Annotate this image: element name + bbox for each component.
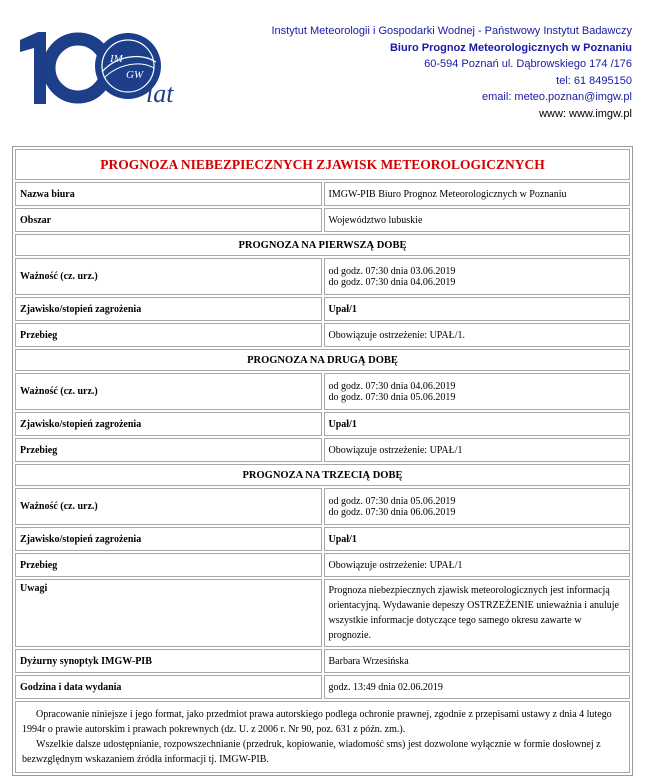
label-validity: Ważność (cz. urz.) [15,258,322,295]
forecast-document [12,146,633,776]
row-phenomenon-day-3 [15,527,630,551]
label-remarks: Uwagi [15,579,322,647]
document-title: PROGNOZA NIEBEZPIECZNYCH ZJAWISK METEOROLOGICZNYCH [15,149,630,180]
institute-name: Instytut Meteorologii i Gospodarki Wodnej - Państwowy Instytut Badawczy [271,25,632,37]
validity-to: do godz. 07:30 dnia 04.06.2019 [328,276,456,288]
value-course: Obowiązuje ostrzeżenie: UPAŁ/1 [324,553,631,577]
validity-from: od godz. 07:30 dnia 03.06.2019 [328,265,456,277]
value-remarks: Prognoza niebezpiecznych zjawisk meteorologicznych jest informacją orientacyjną. Wydawanie depeszy OSTRZEŻENIE unieważnia i anuluje wszystkie informacje dotyczące tego samego okresu zawarte w prognozie. [324,579,631,647]
label-forecaster: Dyżurny synoptyk IMGW-PIB [15,649,322,673]
row-forecaster [15,649,630,673]
section-heading-day-3: PROGNOZA NA TRZECIĄ DOBĘ [15,464,630,486]
value-office: IMGW-PIB Biuro Prognoz Meteorologicznych w Poznaniu [324,182,631,206]
validity-to: do godz. 07:30 dnia 06.06.2019 [328,506,456,518]
validity-from: od godz. 07:30 dnia 04.06.2019 [328,380,456,392]
value-validity [324,488,631,525]
row-course-day-2 [15,438,630,462]
forecast-table [13,147,632,775]
label-issued: Godzina i data wydania [15,675,322,699]
row-area [15,208,630,232]
label-course: Przebieg [15,323,322,347]
copyright-paragraph-1: Opracowanie niniejsze i jego format, jako przedmiot prawa autorskiego podlega ochronie prawnej, zgodnie z przepisami ustawy z dnia 4 lutego 1994r o prawie autorskim i prawach pokrewnych (dz. U. z 2006 r. Nr 90, poz. 631 z późn. zm.). [22,709,612,735]
institute-address: 60-594 Poznań ul. Dąbrowskiego 174 /176 [424,58,632,70]
value-phenomenon: Upał/1 [324,297,631,321]
label-office: Nazwa biura [15,182,322,206]
row-office [15,182,630,206]
value-issued: godz. 13:49 dnia 02.06.2019 [324,675,631,699]
institute-www[interactable]: www: www.imgw.pl [539,107,632,120]
row-course-day-1 [15,323,630,347]
value-phenomenon: Upał/1 [324,412,631,436]
imgw-100-years-logo [18,22,188,114]
row-remarks [15,579,630,647]
logo-suffix: lat [146,79,174,108]
copyright-notice [15,701,630,773]
row-validity-day-3 [15,488,630,525]
value-forecaster: Barbara Wrzesińska [324,649,631,673]
value-phenomenon: Upał/1 [324,527,631,551]
section-heading-day-2: PROGNOZA NA DRUGĄ DOBĘ [15,349,630,371]
value-area: Województwo lubuskie [324,208,631,232]
validity-to: do godz. 07:30 dnia 05.06.2019 [328,391,456,403]
value-validity [324,258,631,295]
copyright-paragraph-2: Wszelkie dalsze udostępnianie, rozpowszechnianie (przedruk, kopiowanie, wiadomość sms) jest dozwolone wyłącznie w formie dosłownej z bezwzględnym wskazaniem źródła informacji tj. IMGW-PIB. [22,739,601,765]
row-issued [15,675,630,699]
validity-from: od godz. 07:30 dnia 05.06.2019 [328,495,456,507]
value-validity [324,373,631,410]
logo-badge-text-1: IM [110,53,123,65]
label-course: Przebieg [15,438,322,462]
institute-email[interactable]: email: meteo.poznan@imgw.pl [482,91,632,103]
label-phenomenon: Zjawisko/stopień zagrożenia [15,527,322,551]
institute-info [271,23,632,122]
label-validity: Ważność (cz. urz.) [15,488,322,525]
row-validity-day-1 [15,258,630,295]
value-course: Obowiązuje ostrzeżenie: UPAŁ/1 [324,438,631,462]
row-validity-day-2 [15,373,630,410]
row-course-day-3 [15,553,630,577]
office-name-header: Biuro Prognoz Meteorologicznych w Poznaniu [389,41,632,54]
row-phenomenon-day-2 [15,412,630,436]
label-phenomenon: Zjawisko/stopień zagrożenia [15,412,322,436]
label-area: Obszar [15,208,322,232]
label-validity: Ważność (cz. urz.) [15,373,322,410]
section-heading-day-1: PROGNOZA NA PIERWSZĄ DOBĘ [15,234,630,256]
row-phenomenon-day-1 [15,297,630,321]
label-course: Przebieg [15,553,322,577]
institute-phone: tel: 61 8495150 [556,74,632,87]
logo-badge-text-2: GW [126,69,144,81]
logo-digit-one [20,32,46,104]
label-phenomenon: Zjawisko/stopień zagrożenia [15,297,322,321]
value-course: Obowiązuje ostrzeżenie: UPAŁ/1. [324,323,631,347]
